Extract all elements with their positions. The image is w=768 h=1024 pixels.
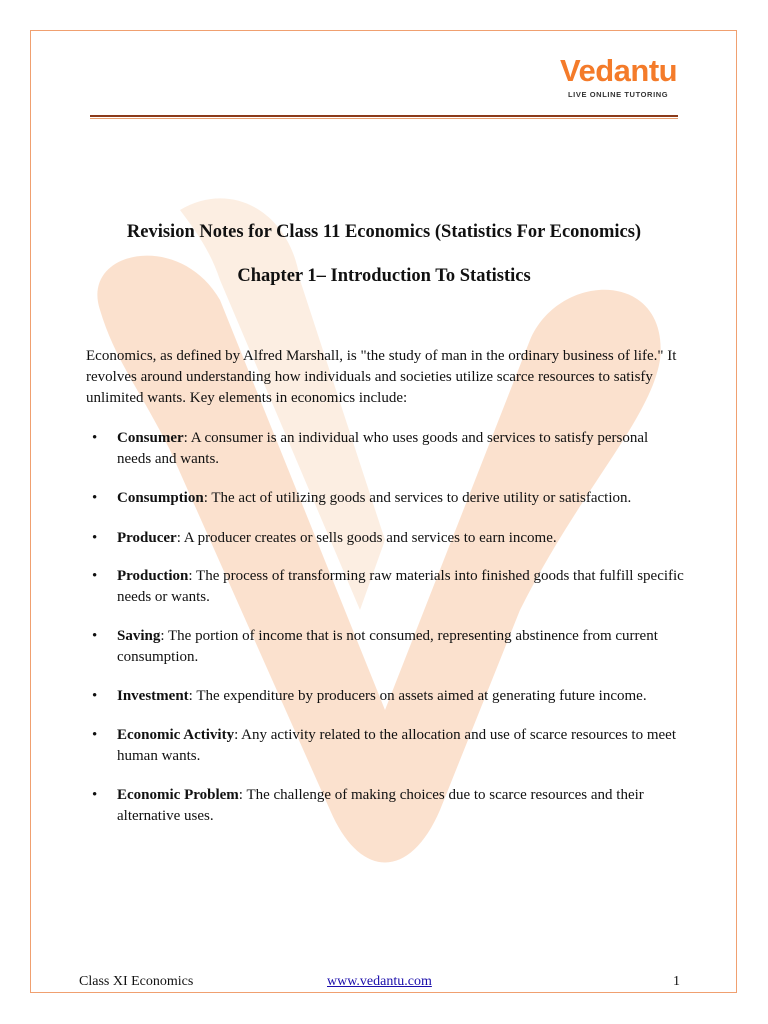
page-number: 1 <box>673 974 680 989</box>
list-item <box>86 428 686 470</box>
list-item-term: Producer <box>117 530 177 546</box>
list-item-term: Economic Activity <box>117 727 235 743</box>
list-item <box>86 785 686 827</box>
list-item-term: Saving <box>117 628 161 644</box>
list-item-text: : Any activity related to the allocation and use of scarce resources to meet human wants. <box>117 727 676 764</box>
intro-paragraph: Economics, as defined by Alfred Marshall, is "the study of man in the ordinary business of life." It revolves around understanding how individuals and societies utilize scarce resources to satisfy unlimited wants. Key elements in economics include: <box>86 348 677 406</box>
list-item <box>86 626 686 668</box>
list-item-text: : The portion of income that is not consumed, representing abstinence from current consumption. <box>117 628 658 665</box>
key-elements-list <box>86 428 686 827</box>
list-item <box>86 725 686 767</box>
list-item-text: : The expenditure by producers on assets aimed at generating future income. <box>188 688 647 704</box>
list-item-text: : A producer creates or sells goods and services to earn income. <box>176 530 557 546</box>
list-item-term: Economic Problem <box>117 787 239 803</box>
list-item-text: : The process of transforming raw materials into finished goods that fulfill specific needs or wants. <box>117 568 684 605</box>
list-item <box>86 488 686 509</box>
list-item <box>86 686 686 707</box>
vedantu-logo <box>560 52 678 104</box>
list-item-text: : A consumer is an individual who uses goods and services to satisfy personal needs and wants. <box>117 430 649 467</box>
footer-course: Class XI Economics <box>79 974 194 989</box>
list-item-text: : The challenge of making choices due to scarce resources and their alternative uses. <box>117 787 644 824</box>
list-item-term: Consumption <box>117 490 204 506</box>
footer-website-link[interactable]: www.vedantu.com <box>327 974 432 989</box>
list-item-term: Investment <box>117 688 189 704</box>
list-item-term: Production <box>117 568 189 584</box>
chapter-title: Chapter 1– Introduction To Statistics <box>237 266 531 286</box>
list-item-text: : The act of utilizing goods and services to derive utility or satisfaction. <box>203 490 632 506</box>
header-rule <box>90 115 678 119</box>
list-item <box>86 528 686 549</box>
list-item-term: Consumer <box>117 430 184 446</box>
logo-tagline: LIVE ONLINE TUTORING <box>568 90 669 99</box>
list-item <box>86 566 686 608</box>
logo-wordmark: Vedantu <box>560 53 678 88</box>
document-title: Revision Notes for Class 11 Economics (Statistics For Economics) <box>126 222 642 242</box>
